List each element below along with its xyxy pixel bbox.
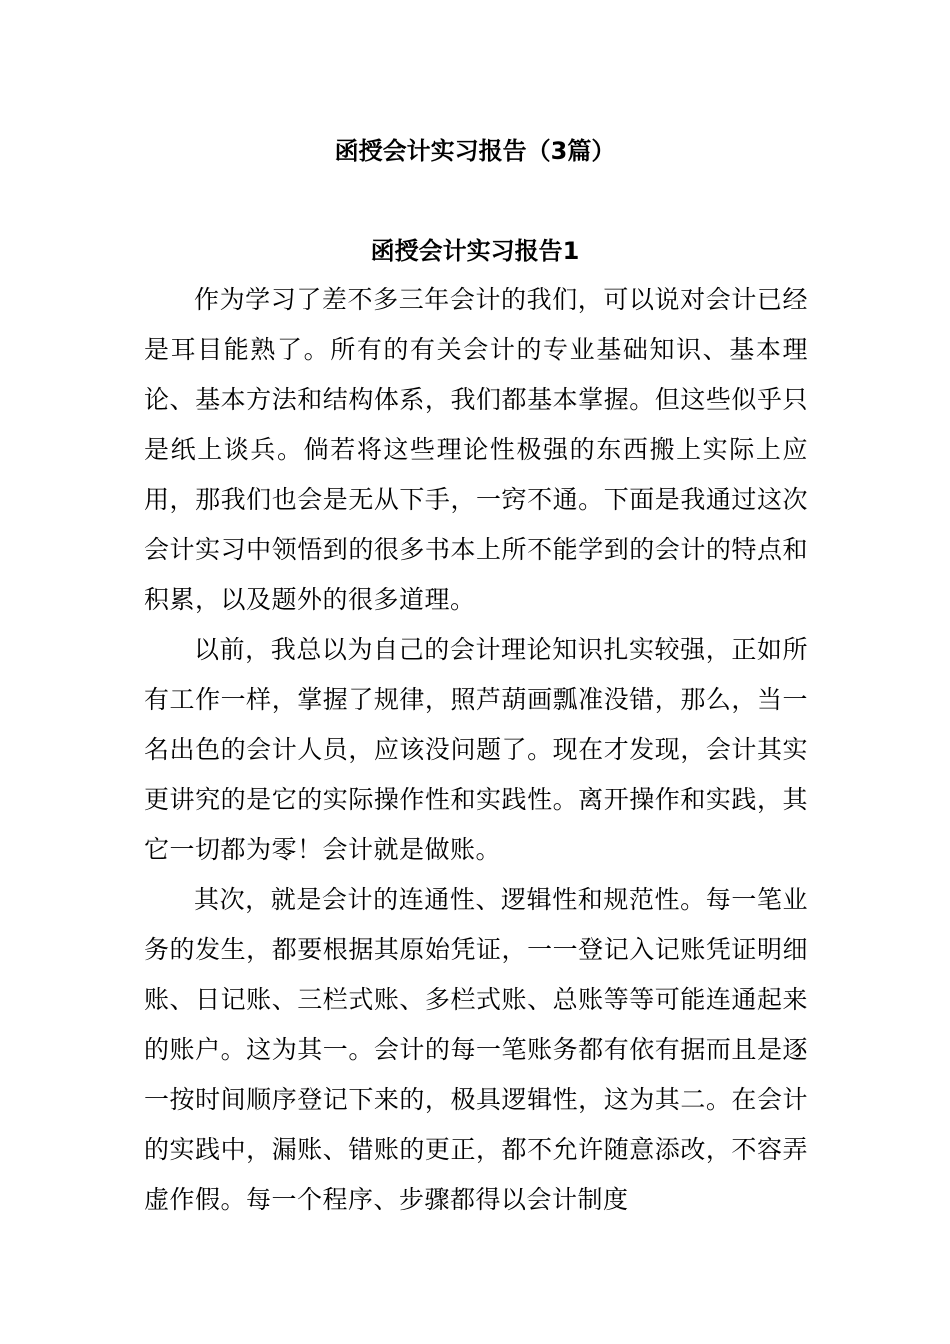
document-body — [144, 275, 808, 1225]
paragraph: 以前，我总以为自己的会计理论知识扎实较强，正如所有工作一样，掌握了规律，照芦葫画瓢准没错，那么，当一名出色的会计人员，应该没问题了。现在才发现，会计其实更讲究的是它的实际操作性和实践性。离开操作和实践，其它一切都为零！会计就是做账。 — [144, 635, 808, 864]
document-title: 函授会计实习报告（3篇） — [334, 137, 616, 165]
section-title: 函授会计实习报告1 — [370, 237, 580, 265]
paragraph: 作为学习了差不多三年会计的我们，可以说对会计已经是耳目能熟了。所有的有关会计的专业基础知识、基本理论、基本方法和结构体系，我们都基本掌握。但这些似乎只是纸上谈兵。倘若将这些理论性极强的东西搬上实际上应用，那我们也会是无从下手，一窍不通。下面是我通过这次会计实习中领悟到的很多书本上所不能学到的会计的特点和积累，以及题外的很多道理。 — [144, 285, 808, 614]
paragraph: 其次，就是会计的连通性、逻辑性和规范性。每一笔业务的发生，都要根据其原始凭证，一一登记入记账凭证明细账、日记账、三栏式账、多栏式账、总账等等可能连通起来的账户。这为其一。会计的每一笔账务都有依有据而且是逐一按时间顺序登记下来的，极具逻辑性，这为其二。在会计的实践中，漏账、错账的更正，都不允许随意添改，不容弄虚作假。每一个程序、步骤都得以会计制度 — [144, 885, 808, 1214]
